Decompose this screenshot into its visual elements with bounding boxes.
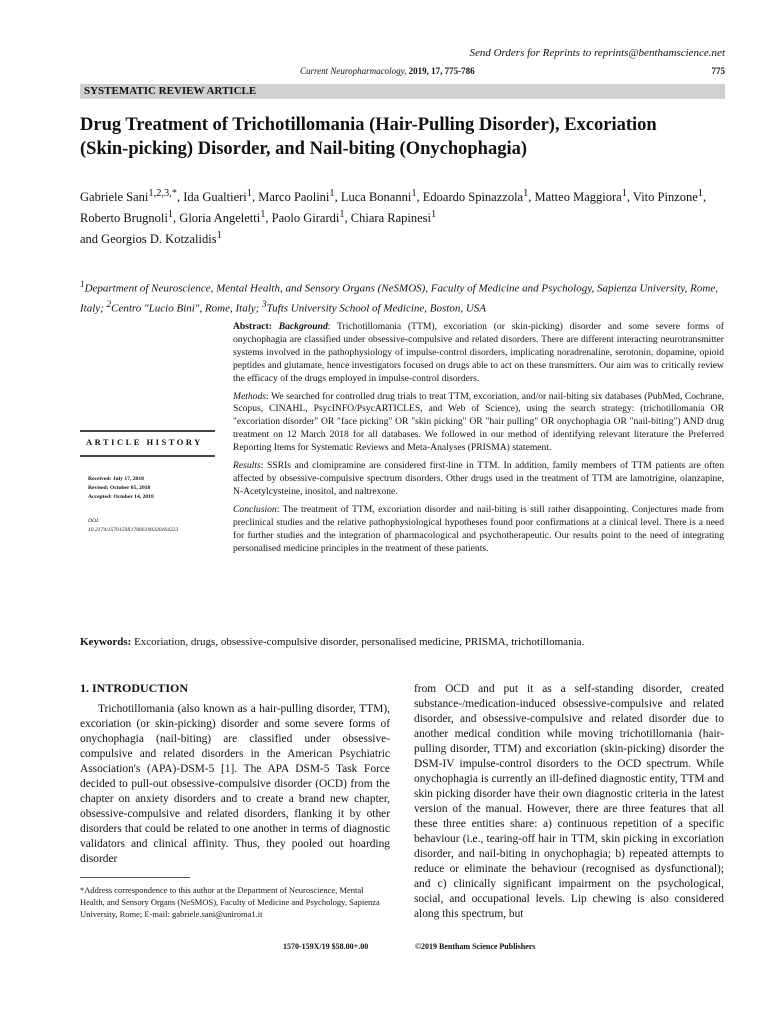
author: Vito Pinzone — [632, 190, 698, 205]
history-divider-bottom — [80, 455, 215, 457]
conclusion-text: The treatment of TTM, excoriation disorder and nail-biting is still rather disappointing. Conjectures made from preclinical studies and the relative pathophysiological hypotheses found poor confirmations at a clinical level. There is a need for further studies and the integration of pharmacological and psychotherapeutic. Our results point to the need of integrating personalised medicine principles in the treatment of these patients. — [233, 503, 725, 554]
author: and Georgios D. Kotzalidis — [80, 232, 217, 247]
background-label: Background — [278, 321, 328, 332]
journal-name: Current Neuropharmacology, — [300, 66, 407, 76]
author: Chiara Rapinesi — [350, 211, 431, 226]
author: Paolo Girardi — [271, 211, 340, 226]
abstract-conclusion: Conclusion: The treatment of TTM, excoriation disorder and nail-biting is still rather disappointing. Conjectures made from preclinical studies and the relative pathophysiological hypotheses found poor confirmations at a clinical level. There is a need for further studies and the integration of pharmacological and psychotherapeutic. Our results point to the need of integrating personalised medicine principles in the treatment of these patients. — [233, 503, 725, 554]
history-divider-top — [80, 430, 215, 432]
correspondence-footnote: *Address correspondence to this author at the Department of Neuroscience, Mental Health, and Sensory Organs (NeSMOS), Faculty of Medicine and Psychology, Sapienza University, Rome; E-mail: gabriele.sani@uniroma1.it — [80, 885, 380, 919]
body-column-left — [80, 702, 390, 867]
author-affiliation-mark: 1 — [329, 188, 335, 199]
author: Gabriele Sani — [80, 190, 149, 205]
author: Marco Paolini — [258, 190, 330, 205]
title-line-1: Drug Treatment of Trichotillomania (Hair-Pulling Disorder), Excoriation — [80, 115, 657, 135]
affiliation-3: Tufts University School of Medicine, Boston, USA — [266, 302, 486, 315]
copyright: ©2019 Bentham Science Publishers — [415, 942, 536, 951]
article-dates — [88, 475, 154, 502]
results-text: SSRIs and clomipramine are considered first-line in TTM. In addition, family members of TTM patients are often affected by obsessive-compulsive spectrum disorders. Other drugs used in the treatment of TTM are lamotrigine, olanzapine, N-Acetylcysteine, inositol, and naltrexone. — [233, 460, 724, 497]
abstract-label: Abstract: — [233, 321, 272, 332]
author: Edoardo Spinazzola — [422, 190, 524, 205]
title-line-2: (Skin-picking) Disorder, and Nail-biting (Onychophagia) — [80, 139, 528, 159]
author: Ida Gualtieri — [183, 190, 247, 205]
affiliation-2: Centro "Lucio Bini", Rome, Italy; — [111, 302, 260, 315]
author-affiliation-mark: 1 — [621, 188, 627, 199]
author-affiliation-mark: 1 — [246, 188, 252, 199]
author: Luca Bonanni — [340, 190, 412, 205]
footnote-rule — [80, 877, 190, 878]
author: Roberto Brugnoli — [80, 211, 168, 226]
author-affiliation-mark: 1 — [431, 209, 437, 221]
affiliations — [80, 277, 730, 316]
article-title — [80, 113, 730, 161]
affiliation-mark: 2 — [106, 298, 112, 309]
journal-reference: 2019, 17, 775-786 — [408, 66, 475, 76]
conclusion-label: Conclusion — [233, 503, 277, 515]
doi-label: DOI: — [88, 518, 100, 524]
doi-block — [88, 517, 178, 535]
author-affiliation-mark: 1 — [523, 188, 529, 199]
intro-paragraph-2: from OCD and put it as a self-standing disorder, created substance-/medication-induced obsessive-compulsive and related disorder, and obsessive-compulsive and related disorder due to another medical condition while moving trichotillomania (hair-pulling disorder, TTM) and excoriation (skin-picking) disorder the DSM-IV impulse-control disorders to the OCD spectrum. While onychophagia is currently an ill-defined diagnostic entity, TTM and skin picking disorder have their own diagnostic criteria in the latest version of the manual. However, there are three features that all these three entities share: a) continuous repetition of a specific behaviour (i.e., tearing-off hair in TTM, skin picking in excoriation disorder, and nail-biting in onychophagia; b) repeated attempts to reduce or eliminate the behaviour (recognised as dysfunctional); and c) clinically significant impairment on the psychological, social, and occupational levels. Lip chewing is also considered along this spectrum, but — [414, 683, 724, 920]
affiliation-mark: 3 — [262, 298, 267, 309]
doi-link[interactable]: 10.2174/1570159X17666190320164223 — [88, 527, 179, 533]
revised-date: Revised: October 05, 2018 — [88, 485, 151, 491]
author: Matteo Maggiora — [534, 190, 622, 205]
author-affiliation-mark: 1 — [697, 188, 703, 199]
keywords-text: Excoriation, drugs, obsessive-compulsive disorder, personalised medicine, PRISMA, trichotillomania. — [134, 636, 585, 648]
received-date: Received: July 17, 2018 — [88, 476, 144, 482]
abstract-results: Results: SSRIs and clomipramine are considered first-line in TTM. In addition, family members of TTM patients are often affected by obsessive-compulsive spectrum disorders. Other drugs used in the treatment of TTM are lamotrigine, olanzapine, N-Acetylcysteine, inositol, and naltrexone. — [233, 460, 724, 497]
keywords — [80, 636, 730, 648]
author-affiliation-mark: 1 — [167, 209, 174, 221]
methods-label: Methods — [233, 390, 267, 402]
affiliation-1: Department of Neuroscience, Mental Health, and Sensory Organs (NeSMOS), Faculty of Medicine and Psychology, Sapienza University, Rome, Italy; — [80, 282, 718, 315]
page-number: 775 — [711, 66, 725, 76]
intro-paragraph-1: Trichotillomania (also known as a hair-pulling disorder, TTM), excoriation (or skin-picking) disorder and some severe forms of onychophagia (nail-biting) are classified under obsessive-compulsive and related disorders in the American Psychiatric Association's (APA)-DSM-5 [1]. The APA DSM-5 Task Force decided to pull-out obsessive-compulsive disorder (OCD) from the chapter on anxiety disorders and to create a brand new chapter, obsessive-compulsive and related disorders, flanking it by other disorders that could be related to one another in terms of diagnostic validators and clinical affinity. Thus, they pooled out hoarding disorder — [80, 703, 390, 865]
reprint-notice: Send Orders for Reprints to reprints@benthamscience.net — [469, 47, 725, 59]
abstract-methods: Methods: We searched for controlled drug trials to treat TTM, excoriation, and/or nail-biting six databases (PubMed, Cochrane, Scopus, CINAHL, PsycINFO/PsycARTICLES, and Web of Science), using the search strategy: (trichotillomania OR "excoriation disorder" OR "face picking" OR "skin picking" OR "hair pulling" OR onychophagia OR "nail-biting") AND drug treatment on 12 March 2018 for all databases. We followed in our method of identifying relevant literature the Preferred Reporting Items for Systematic Reviews and Meta-Analyses (PRISMA) statement. — [233, 390, 725, 454]
abstract-background: Abstract: Background: Trichotillomania (TTM), excoriation (or skin-picking) disorder and some severe forms of onychophagia are classified under obsessive-compulsive and related disorders. There are different interacting neurotransmitter systems involved in the pathophysiology of impulse-control disorders, implicating noradrenaline, serotonin, dopamine, opioid peptides and glutamate, hence investigators focused on drugs able to act on these transmitters. Our aim was to critically review the efficacy of the drugs employed in impulse-control disorders. — [233, 321, 724, 384]
author: Gloria Angeletti — [179, 211, 261, 226]
results-label: Results — [233, 460, 261, 472]
author-affiliation-mark: 1 — [216, 230, 222, 242]
abstract — [233, 321, 724, 560]
methods-text: We searched for controlled drug trials to treat TTM, excoriation, and/or nail-biting six databases (PubMed, Cochrane, Scopus, CINAHL, PsycINFO/PsycARTICLES, and Web of Science), using the search strategy: (trichotillomania OR "excoriation disorder" OR "face picking" OR "skin picking" OR "hair pulling" OR onychophagia OR "nail-biting") AND drug treatment on 12 March 2018 for all databases. We followed in our method of identifying relevant literature the Preferred Reporting Items for Systematic Reviews and Meta-Analyses (PRISMA) statement. — [233, 390, 725, 454]
accepted-date: Accepted: October 14, 2018 — [88, 494, 154, 500]
author-affiliation-mark: 1 — [260, 209, 266, 221]
section-label: SYSTEMATIC REVIEW ARTICLE — [84, 85, 257, 97]
author-affiliation-mark: 1,2,3,* — [148, 188, 178, 199]
journal-citation — [300, 66, 475, 76]
body-column-right — [414, 682, 724, 922]
author-list: Gabriele Sani$^{1,2,3,*}$, Ida Gualtieri$^1$, Marco Paolini$^1$, Luca Bonanni$^1$, Edoardo Spinazzola$^1$, Matteo Maggiora$^1$, Vito Pinzone$^1$, Roberto Brugnoli$^1$, Gloria Angeletti$^1$, Paolo Girardi$^1$, Chiara Rapinesi$^1$ and Georgios D. Kotzalidis$^1$ — [80, 188, 707, 247]
author-affiliation-mark: 1 — [411, 188, 417, 199]
article-history-title: ARTICLE HISTORY — [86, 437, 203, 447]
section-heading-introduction: 1. INTRODUCTION — [80, 681, 189, 695]
author-affiliation-mark: 1 — [339, 209, 345, 221]
affiliation-mark: 1 — [80, 279, 85, 289]
background-text: Trichotillomania (TTM), excoriation (or skin-picking) disorder and some severe forms of onychophagia are classified under obsessive-compulsive and related disorders. There are different interacting neurotransmitter systems involved in the pathophysiology of impulse-control disorders, implicating noradrenaline, serotonin, dopamine, opioid peptides and glutamate, hence investigators focused on drugs able to act on these transmitters. Our aim was to critically review the efficacy of the drugs employed in impulse-control disorders. — [233, 321, 724, 384]
keywords-label: Keywords: — [80, 636, 132, 648]
issn-price: 1570-159X/19 $58.00+.00 — [283, 942, 369, 951]
